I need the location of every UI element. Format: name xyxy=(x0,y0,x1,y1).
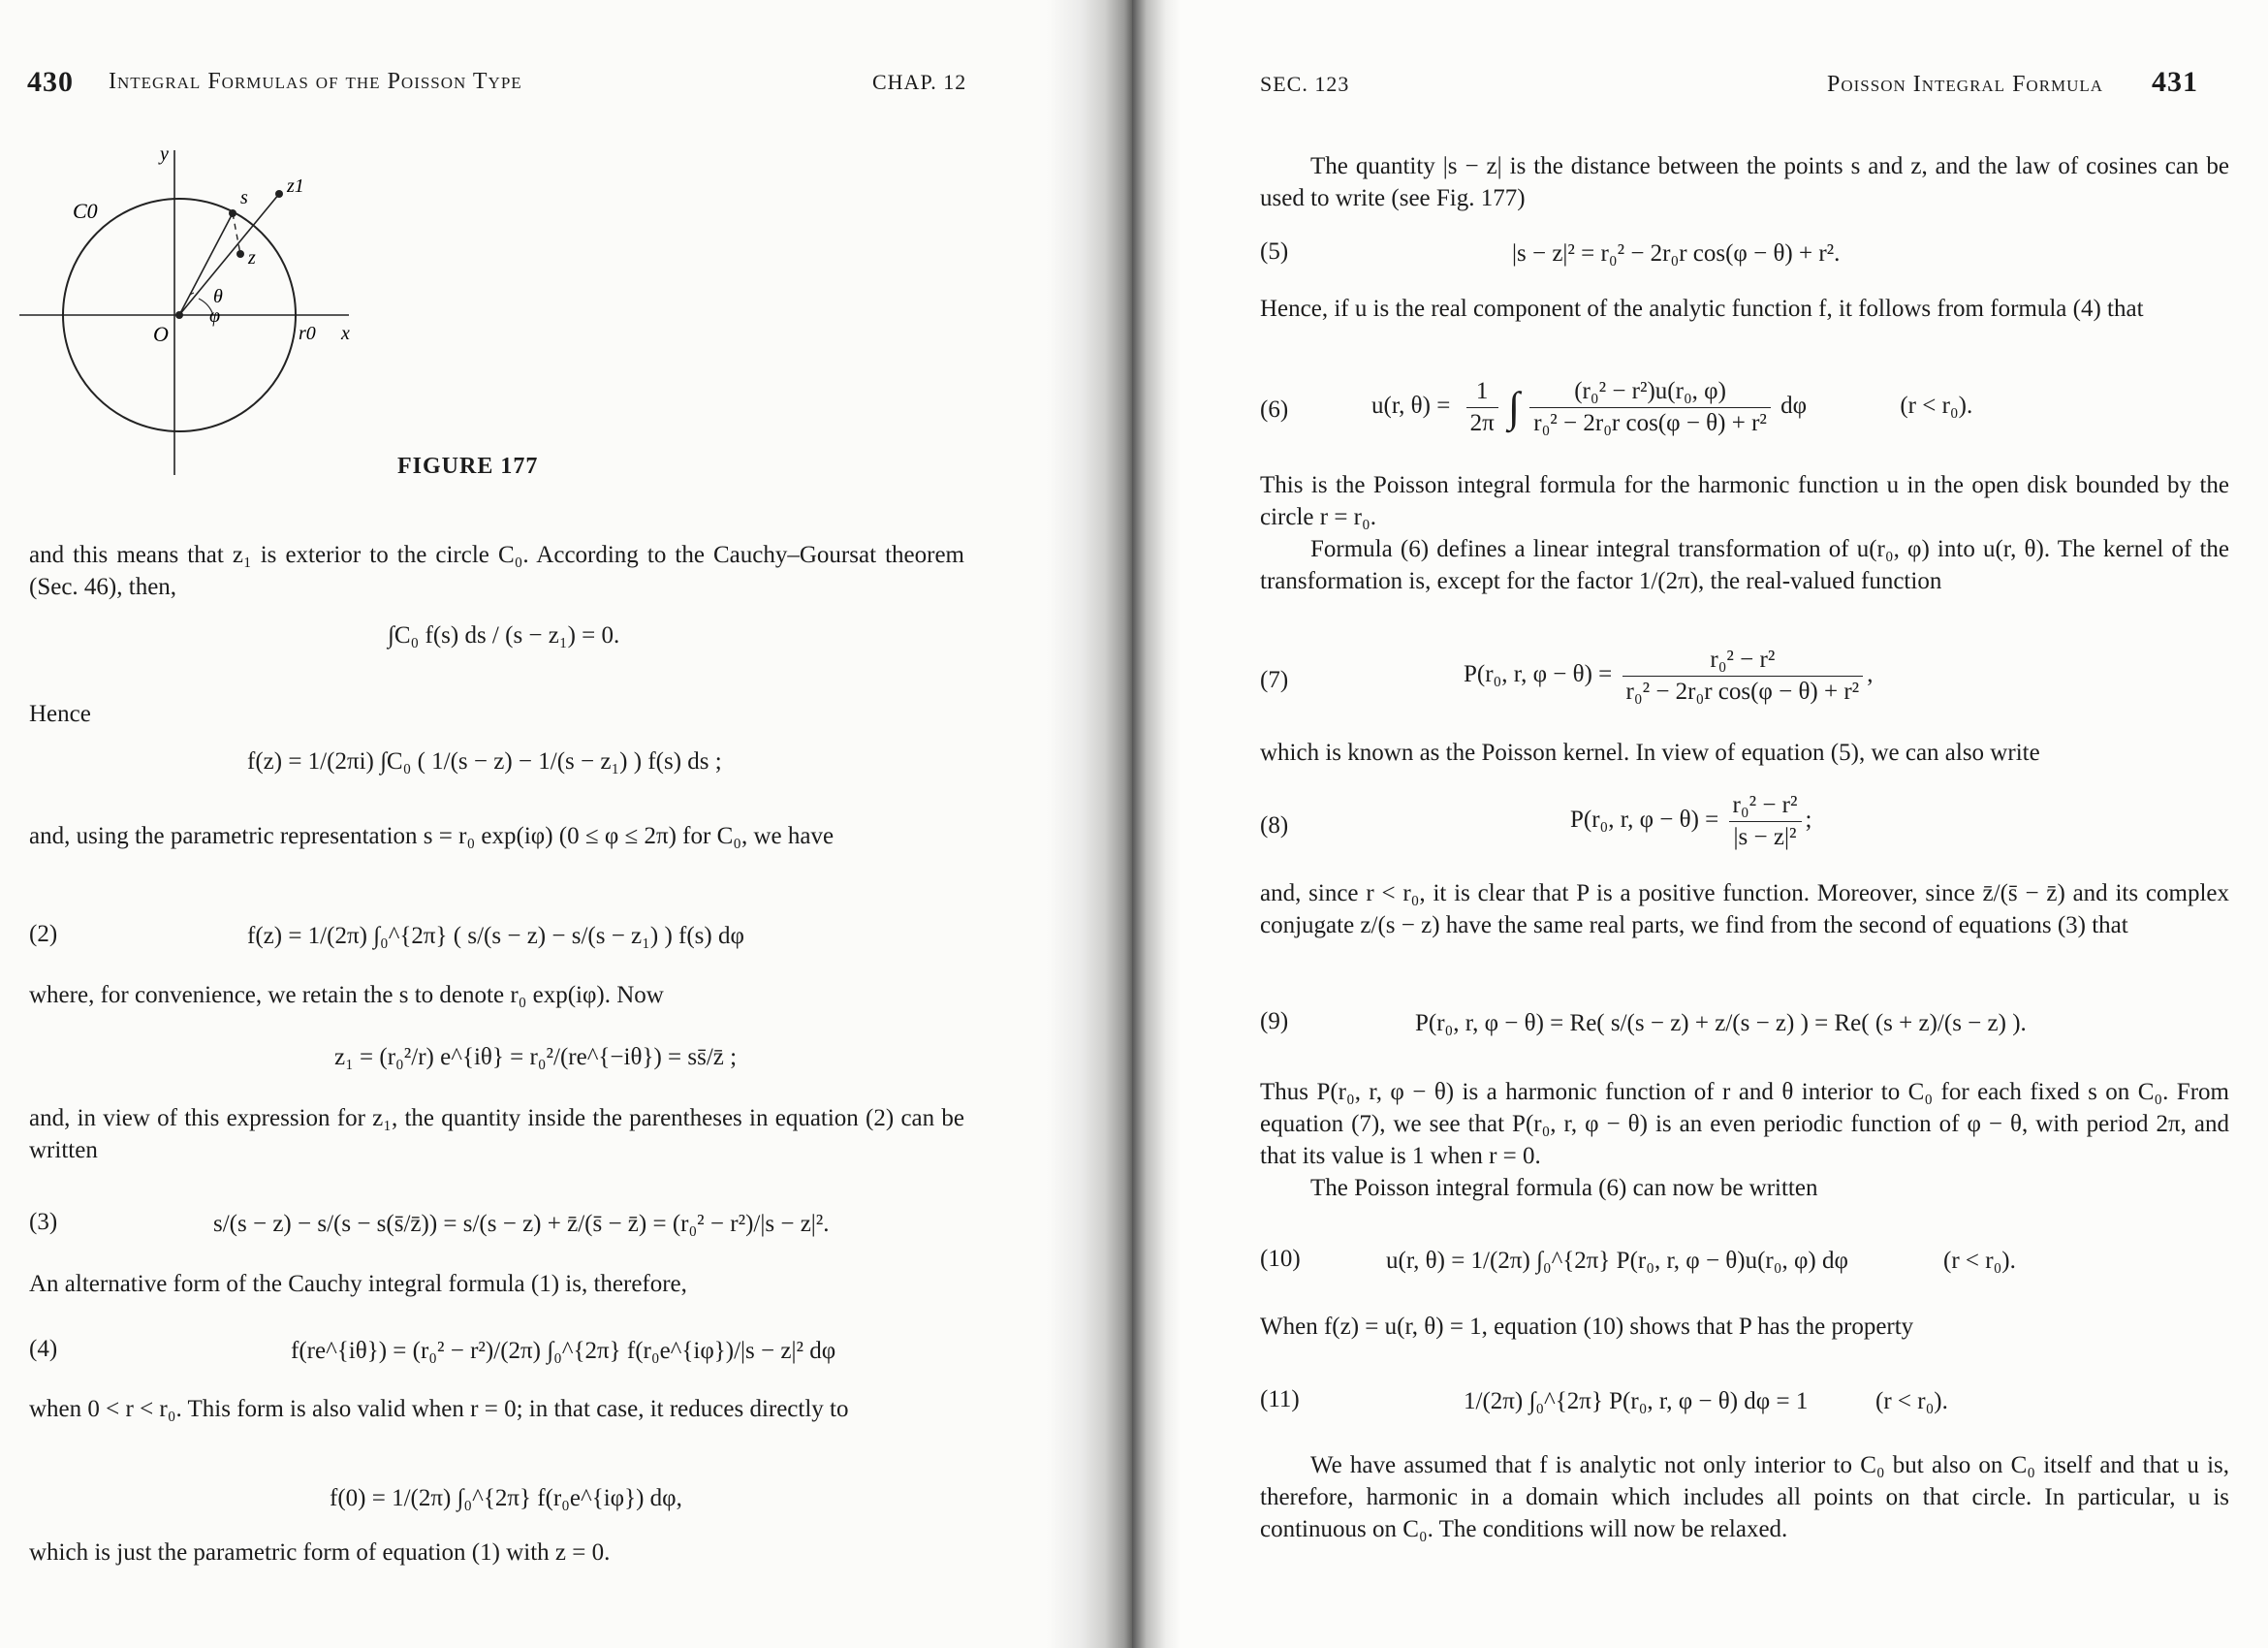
equation-11-number: (11) xyxy=(1260,1386,1300,1412)
book-gutter-shadow xyxy=(1047,0,1144,1648)
equation-9: P(r₀, r, φ − θ) = Re( s/(s − z) + z/(s − z) ) = Re( (s + z)/(s − z) ). xyxy=(1415,1010,2027,1036)
equation-6-dphi: dφ xyxy=(1780,393,1808,420)
left-paragraph-1: and this means that z₁ is exterior to the circle C₀. According to the Cauchy–Goursat theorem (Sec. 46), then, xyxy=(29,542,964,600)
left-paragraph-5: An alternative form of the Cauchy integral formula (1) is, therefore, xyxy=(29,1271,687,1297)
right-section-label: SEC. 123 xyxy=(1260,72,1350,96)
equation-b: f(z) = 1/(2πi) ∫C₀ ( 1/(s − z) − 1/(s − z₁) ) f(s) ds ; xyxy=(247,748,722,775)
equation-a: ∫C₀ f(s) ds / (s − z₁) = 0. xyxy=(388,622,620,649)
fig-label-phi: φ xyxy=(209,305,221,327)
equation-8: P(r₀, r, φ − θ) = $\frac{\text{r₀² − r²}}{\text{|s − z|²}}$ ; xyxy=(1570,790,1811,853)
equation-2-number: (2) xyxy=(29,921,58,947)
fig-label-c0: C0 xyxy=(73,199,98,223)
equation-2: f(z) = 1/(2π) ∫₀^{2π} ( s/(s − z) − s/(s − z₁) ) f(s) dφ xyxy=(247,923,744,949)
fig-label-x: x xyxy=(341,323,350,344)
equation-5-number: (5) xyxy=(1260,238,1289,265)
book-gutter-shadow-right xyxy=(1132,0,1181,1648)
equation-3: s/(s − z) − s/(s − s(s̄/z̄)) = s/(s − z) + z̄/(s̄ − z̄) = (r₀² − r²)/|s − z|². xyxy=(213,1211,830,1237)
right-paragraph-5: which is known as the Poisson kernel. In view of equation (5), we can also write xyxy=(1260,740,2040,766)
equation-11-condition: (r < r₀). xyxy=(1875,1388,1948,1414)
left-paragraph-6: when 0 < r < r₀. This form is also valid when r = 0; in that case, it reduces directly to xyxy=(29,1396,849,1422)
equation-8-lhs: P(r₀, r, φ − θ) = xyxy=(1570,807,1719,834)
equation-4-number: (4) xyxy=(29,1336,58,1362)
right-paragraph-3: This is the Poisson integral formula for the harmonic function u in the open disk bounded by the circle r = r₀. xyxy=(1260,472,2229,530)
fig-label-s: s xyxy=(240,187,248,208)
left-page xyxy=(0,0,1095,1648)
fig-label-z: z xyxy=(248,247,256,269)
equation-10: u(r, θ) = 1/(2π) ∫₀^{2π} P(r₀, r, φ − θ)u(r₀, φ) dφ xyxy=(1386,1248,1848,1274)
equation-7-numerator: r₀² − r² xyxy=(1622,645,1864,677)
equation-8-numerator: r₀² − r² xyxy=(1729,790,1802,822)
left-paragraph-4: and, in view of this expression for z₁, the quantity inside the parentheses in equation (2) can be written xyxy=(29,1105,964,1163)
equation-7: P(r₀, r, φ − θ) = $\frac{\text{r₀² − r²}}{\text{r₀² − 2r₀r cos(φ − θ) + r²}}$ , xyxy=(1464,645,1873,708)
left-paragraph-2: and, using the parametric representation s = r₀ exp(iφ) (0 ≤ φ ≤ 2π) for C₀, we have xyxy=(29,823,835,849)
equation-6-lhs: u(r, θ) = xyxy=(1371,393,1451,420)
equation-c: z₁ = (r₀²/r) e^{iθ} = r₀²/(re^{−iθ}) = ss̄/z̄ ; xyxy=(334,1044,738,1070)
equation-6-number: (6) xyxy=(1260,396,1289,423)
figure-177-diagram xyxy=(19,136,388,485)
left-paragraph-3: where, for convenience, we retain the s to denote r₀ exp(iφ). Now xyxy=(29,982,664,1008)
equation-10-condition: (r < r₀). xyxy=(1943,1248,2016,1274)
fig-label-r0: r0 xyxy=(299,323,316,344)
hence-label: Hence xyxy=(29,701,91,727)
equation-4: f(re^{iθ}) = (r₀² − r²)/(2π) ∫₀^{2π} f(r₀e^{iφ})/|s − z|² dφ xyxy=(291,1338,836,1364)
left-paragraph-7: which is just the parametric form of equation (1) with z = 0. xyxy=(29,1539,611,1566)
figure-caption: FIGURE 177 xyxy=(397,454,539,479)
right-paragraph-9: When f(z) = u(r, θ) = 1, equation (10) shows that P has the property xyxy=(1260,1314,1914,1340)
equation-7-lhs: P(r₀, r, φ − θ) = xyxy=(1464,661,1613,688)
equation-3-number: (3) xyxy=(29,1209,58,1235)
equation-8-denominator: |s − z|² xyxy=(1733,824,1797,850)
fig-label-o: O xyxy=(153,322,169,346)
equation-d: f(0) = 1/(2π) ∫₀^{2π} f(r₀e^{iφ}) dφ, xyxy=(330,1485,682,1511)
left-running-title: Integral Formulas of the Poisson Type xyxy=(109,69,522,94)
right-paragraph-2: Hence, if u is the real component of the analytic function f, it follows from formula (4) that xyxy=(1260,296,2144,322)
equation-6: u(r, θ) = $\frac{1}{2\pi}$ ∫ $\frac{\text{(r₀² − r²)u(r₀, φ)}}{\text{r₀² − 2r₀r cos(φ − θ) + r²}}$ dφ (r < r₀). xyxy=(1371,376,1972,439)
right-paragraph-10: We have assumed that f is analytic not only interior to C₀ but also on C₀ itself and that u is, therefore, harmonic in a domain which includes all points on that circle. In particular, u is continuous on C₀. The conditions will now be relaxed. xyxy=(1260,1452,2229,1542)
equation-6-numerator: (r₀² − r²)u(r₀, φ) xyxy=(1529,376,1771,408)
right-paragraph-6: and, since r < r₀, it is clear that P is a positive function. Moreover, since z̄/(s̄ − z̄) and its complex conjugate z/(s − z) have the same real parts, we find from the second of equations (3) that xyxy=(1260,880,2229,938)
right-paragraph-8: The Poisson integral formula (6) can now be written xyxy=(1310,1175,1818,1201)
equation-5: |s − z|² = r₀² − 2r₀r cos(φ − θ) + r². xyxy=(1512,240,1841,267)
left-chapter-label: CHAP. 12 xyxy=(872,70,967,94)
equation-6-denominator: r₀² − 2r₀r cos(φ − θ) + r² xyxy=(1533,410,1767,436)
equation-9-number: (9) xyxy=(1260,1008,1289,1034)
equation-11: 1/(2π) ∫₀^{2π} P(r₀, r, φ − θ) dφ = 1 xyxy=(1464,1388,1809,1414)
right-paragraph-4: Formula (6) defines a linear integral transformation of u(r₀, φ) into u(r, θ). The kernel of the transformation is, except for the factor 1/(2π), the real-valued function xyxy=(1260,536,2229,594)
equation-7-denominator: r₀² − 2r₀r cos(φ − θ) + r² xyxy=(1625,679,1860,705)
equation-8-number: (8) xyxy=(1260,812,1289,839)
right-page-number: 431 xyxy=(2152,66,2198,98)
fig-label-z1: z1 xyxy=(287,175,304,197)
right-page xyxy=(1134,0,2268,1648)
equation-6-condition: (r < r₀). xyxy=(1900,393,1973,420)
equation-10-number: (10) xyxy=(1260,1246,1301,1272)
fig-label-y: y xyxy=(160,143,169,165)
equation-7-number: (7) xyxy=(1260,667,1289,693)
fig-label-theta: θ xyxy=(213,286,223,307)
left-page-number: 430 xyxy=(27,66,74,98)
right-paragraph-7: Thus P(r₀, r, φ − θ) is a harmonic function of r and θ interior to C₀ for each fixed s on C₀. From equation (7), we see that P(r₀, r, φ − θ) is an even periodic function of φ − θ, with period 2π, and that its value is 1 when r = 0. xyxy=(1260,1079,2229,1169)
right-running-title: Poisson Integral Formula xyxy=(1827,72,2104,97)
right-paragraph-1: The quantity |s − z| is the distance between the points s and z, and the law of cosines can be used to write (see Fig. 177) xyxy=(1260,153,2229,211)
